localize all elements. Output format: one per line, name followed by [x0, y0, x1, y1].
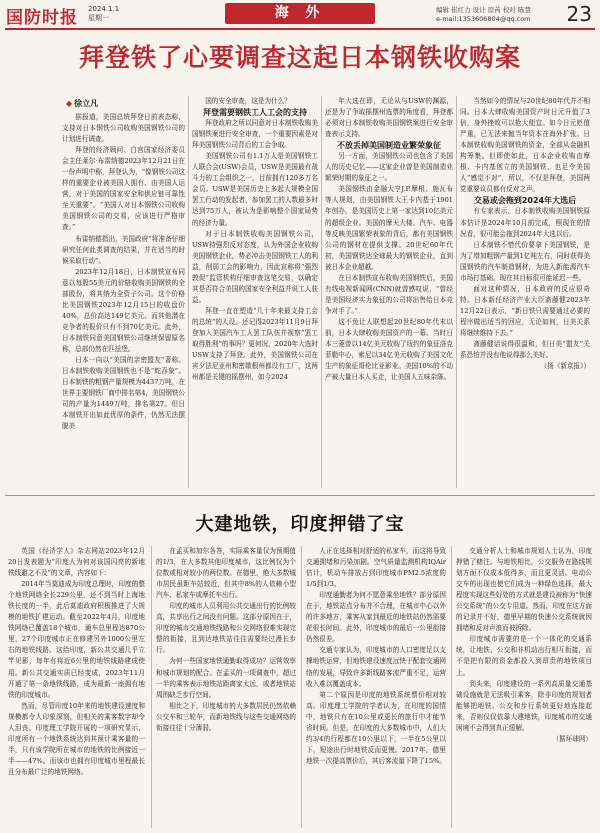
section-title: 海 外: [225, 3, 375, 24]
article1-headline: 拜登铁了心要调查这起日本钢铁收购案: [78, 43, 521, 72]
paragraph: 有专家表示，日本制铁收购美国钢铁原本估计是2024年10月前完成，照现在的情况看，很可能会拖到2024年大选以后。: [460, 207, 590, 238]
header-rule: [5, 28, 595, 30]
column-divider: [451, 546, 452, 828]
paragraph: 2023年12月18日，日本制铁宣布同意以每股55美元的价格收购美国钢铁的全部股份，将其纳为全资子公司。这个价格比美国钢铁2023年12月15日的收盘价40%，总价高达149亿美元。而其他潜在竞争者的报价只有不到70亿美元。此外，日本制铁同意美国钢铁公司继续保留原名称，总部仍然在匹兹堡。: [62, 267, 185, 353]
paragraph: 相比之下，印度城市的大多数居民仍然依赖公交车和三轮车，而新地铁线与这些交通网络的衔接往往十分薄弱。: [156, 701, 296, 732]
article1-source-credit: （扬《新京报》）: [540, 362, 590, 371]
email-text: e-mail:1353606804@qq.com: [436, 15, 531, 23]
article1-column-1: [62, 112, 185, 488]
article1-column-3: [325, 96, 453, 488]
article2-column-1: [8, 546, 145, 828]
editor-credits: [436, 6, 531, 24]
paragraph: 拜登一直在塑造“几十年来最支持工会的总统”的人设。还记得2023年11月9日拜登加入美国汽车工人罢工队伍并视察“罢工取得胜利”的事吗？更何况，2020年大选时USW支持了拜登。此外，美国钢铁公司在宾夕法尼亚州和密歇根州都设有工厂，这两州都是关键的摇摆州，如今2024: [192, 306, 318, 382]
paragraph: 印度城市需要的是一个一体化的交通系统，让地铁、公交和非机动出行相互衔接，而不是把有限的资金都投入到昂贵的地铁项目上。: [456, 635, 592, 677]
article1-subhead-3: 交易或会拖到2024年大选后: [473, 196, 577, 206]
column-divider: [151, 546, 152, 828]
paragraph: 然而，尽管印度10年来的地铁建设速度和规模都令人印象深刻，但相关的乘客数字却令人泪丧。印度理工学院开展的一项研究显示，印度所有一个地铁系统达到其预计乘客量的一半，只有该学院所在城市的地铁的比例接近一半——47%。而该市也拥有印度城市里程最长且分布最广泛的地铁网络。: [8, 701, 145, 776]
paragraph: 2014年当莫迪成为印度总理时，印度的整个地铁网络全长229公里，还不到当时上海地铁长度的一半，此后莫迪政府积极推进了大规模的地铁扩建运动。截至2022年4月，印度地铁网络已覆盖18个城市，通车总里程达870公里，27个印度城市正在修建另外1000公里左右的地铁线路。这给印度，新公共交通几乎立竿见影，每年有将近6公里的地铁线路建成使用。新公共交通实质已经变成，2023年11月开通了第一条地铁线路，成为最新一座拥有地铁的印度城市。: [8, 580, 145, 699]
article-divider: [5, 495, 595, 496]
paragraph: 英国《经济学人》杂志网站2023年12月20日发表题为“印度人为何对该国闪亮的新地铁线避之不及”的文章，内容如下：: [8, 547, 145, 578]
article2-column-3: [306, 546, 446, 828]
article2-column-2: [156, 546, 296, 828]
paragraph: 在孟买和加尔各答，实际乘客量仅为预期值的1/3，在大多数其他印度城市，这比例仅为个位数或相对较小的两位数。在德里，绝大多数城市居民虽距车站较近，但其中8%的人依赖小型汽车、私家车或摩托车出行。: [156, 547, 296, 600]
paragraph: 面对这种情况，日本政府的反应很奇特。日本新任经济产业大臣斋藤健2023年12月22日表示，“新日铁只需要通过必要的程序做出适当的回应，无论如何，日美关系将继续维持下去。”: [460, 284, 590, 337]
byline-author: 徐立凡: [74, 99, 99, 108]
weekday-text: 星期一: [88, 14, 109, 22]
date-text: 2024.1.1: [88, 5, 120, 13]
paragraph: 斋藤健话说得很温和，但日美“盟友”关系恐怕并没有他说得那么美好。: [460, 340, 590, 360]
article2-headline: 大建地铁，印度押错了宝: [195, 514, 405, 535]
paragraph: 到头来，印度建设的一系列高质量交通基础设施就是无法吸引乘客，除非印度的规划者能够把地铁、公交和步行系统更好地连接起来，否则仅仅依靠大建地铁，印度城市的交通困境不会得到真正缓解。: [456, 679, 592, 732]
paragraph: 印度的城市人员利用公共交通出行的比例较高，共享出行之间没有问题。这部分原因在于，印度的城市交通地铁线路和公交网络很难实现完整的衔接，且到达地铁站往往需要经过漫长步行。: [156, 602, 296, 655]
article2-source-credit: （据环球网）: [552, 734, 592, 743]
column-divider: [456, 96, 457, 488]
paragraph: 交通分析人士和城市规划人士认为，印度押错了赌注。与地铁相比，公交服务在路线规划方面不仅成本低得多，而且更灵活。电动公交车的出现也使它们成为一种绿色选择，最大程度实现这些好处的方式就是建设被称为“快速公交系统”的公交专用道。然而，印度在这方面的记录并不好，德里早期的快速公交系统就因拥堵和反对声浪而被拆除。: [456, 547, 592, 633]
article1-subhead-2: 不放丢掉美国制造业繁荣象征: [337, 141, 441, 151]
paragraph: 为何一些国家地铁通勤取得成功？运营效率和城市规划的配合。在孟买的一项调查中，超过一半的乘客表示地铁站距离家太远，或者地铁站周围缺乏步行空间。: [156, 657, 296, 699]
issue-date: [88, 5, 119, 23]
paragraph: 布雷纳德指出，美国政府“将准备仔细研究任何此类调查的结果，并在适当的时候采取行动”。: [62, 234, 185, 265]
editors-text: 编辑 崔红力 设计 原芮 校对 陈慧: [436, 6, 531, 14]
paragraph: 人正在选择相对舒适的私家车，而这将导致交通拥堵和污染加剧。空气质量监测机构IQAir估计，机动车排放占到印度城市PM2.5浓度的1/5到1/3。: [306, 547, 446, 589]
article1-column-2: [192, 96, 318, 488]
paragraph: 拜登政府之所以同意对日本制铁收购美国钢铁案进行安全审查，一个重要因素是对拜美国钢铁公司背后的工会争取。: [192, 119, 318, 150]
article1-byline: [66, 98, 98, 109]
paragraph: 年大选在即，无论从与USW的渊源，还是为了争取摇摆州选票的角度看，拜登都必须对日本制铁收购美国钢铁案进行安全审查表示支持。: [325, 97, 453, 139]
paragraph: 第二个原因是印度的地铁系统票价相对较高。印度理工学院的学者认为，在印度的国情中，地铁只有在10公里或更长的旅行中才能节省时间。但是，在印度的大多数城市中，人们大约3/4的行程都在10公里以下，一半在5公里以下，短途出行时地铁反而更慢。2017年，德里地铁一次提高票价后，其后客流量下降了15%。: [306, 690, 446, 765]
paragraph: 据报道，美国总统拜登日前表态称，支持对日本钢铁公司收购美国钢铁公司的计划进行调查。: [62, 113, 185, 144]
paragraph: 印度通勤者为何不愿意乘坐地铁？部分原因在于，地铁站点分布并不合理，在城市中心以外的许多地方，乘客从家到最近的地铁站仍然需要花很长时间。此外，印度城市的最后一公里衔接仍然很差。: [306, 591, 446, 644]
paragraph: 美国钢铁由金融大亨J.P.摩根、施瓦布等人规划，由美国钢铁大王卡内基于1901年创办，是美国历史上第一家达到10亿美元的超级企业。美国的摩天大楼、汽车、电器等反映美国繁荣表象的背后，都有美国钢铁公司的钢材在提供支撑。20世纪60年代初，美国钢铁达全球最大的钢铁企业，直到被日本企业超越。: [325, 185, 453, 271]
paragraph: 国的安全审查，这是为什么？: [205, 97, 291, 105]
paragraph: 交通专家认为，印度城市的人口密度足以支撑地铁运营，但地铁建设速度远快于配套交通网络的发展，导致许多新线路客流严重不足，运营收入难以覆盖成本。: [306, 646, 446, 688]
paragraph: 对于日本制铁收购美国钢铁公司，USW持强烈反对态度，认为外国企业收购美国钢铁企业，势必冲击美国钢铁工人的利益，削弱工会的影响力，因此宣称将“强烈敦促”监管机构仔细审查这笔交易，以确定其是否符合美国的国家安全利益并说工人获益。: [192, 229, 318, 304]
column-divider: [301, 546, 302, 828]
page-number: 23: [566, 2, 592, 26]
column-divider: [321, 96, 322, 488]
paragraph: 日本制铁不惜代价要拿下美国钢铁，是为了增加粗钢产量到1亿吨左右，同时获得美国钢铁的汽车制造钢材，为进入新能源汽车市场打基础。现在其目标很可能延迟一些。: [460, 240, 590, 282]
paragraph: 拜登的经济顾问、白宫国家经济委员会主任莱尔·布雷纳德2023年12月21日在一份声明中称，拜登认为，“像钢铁公司这样的重要企业被美国人拥有、由美国人运营，对于美国的国家安全和供应链可靠性至关重要”。“美国人对日本钢铁公司收购美国钢铁公司的交易，应该进行严格审查。”: [62, 146, 185, 232]
article1-column-4: [460, 96, 590, 488]
paragraph: 日本一向以“美国的亲密盟友”著称。日本制铁收购美国钢铁也不是“蛇吞象”。日本制铁的粗钢产量规模为4437万吨，在世界主要钢铁厂商中排名第4，美国钢铁公司的产量为1449万吨，排名第27。但日本制铁开出如此优厚的条件，仍然无法摆脱美: [62, 356, 185, 431]
paragraph: 另一方面，美国钢铁公司也包含了美国人的历史记忆——这家企业曾是美国制造业繁荣时期的象征之一。: [325, 152, 453, 183]
byline-marker-icon: ◆: [66, 99, 73, 108]
paragraph: 在日本制铁宣布收购美国钢铁后，美国有线电视新闻网(CNN)就曾感叹说，“曾经是美国经济实力象征的公司将出售给日本竞争对手了。”: [325, 273, 453, 315]
paragraph: 这不免让人联想起20世纪80年代末以前，日本大肆收购美国资产的一幕。当时日本三菱曾以14亿美元收购了纽约的象征洛克菲勒中心，索尼以34亿美元收购了美国文化生产的象征哥伦比亚影业。美国10%的不动产被大量日本人买走，让美国人五味杂陈。: [325, 317, 453, 382]
article1-subhead-1: 拜登需要钢铁工人工会的支持: [203, 108, 307, 118]
paragraph: 美国钢铁公司有1.1万人是美国钢铁工人联合会(USW)会员，USW是美国最有战斗力的工会组织之一，目前拥有120多万名会员。USW是美国历史上多起大规模全国罢工行动的发起者，参加罢工的人数最多时达到75万人，被认为是影响整个国家局势的经济力量。: [192, 152, 318, 227]
column-divider: [188, 96, 189, 488]
newspaper-logo: 国防时报: [6, 8, 78, 28]
article2-column-4: [456, 546, 592, 828]
masthead: [0, 0, 600, 32]
paragraph: 当然如今的情况与20世纪80年代并不相同。日本大肆收购美国资产时日元升值了3倍，身外挫败可以抢大便宜。如今日元贬值严重，已无法来抛当年资本在海外扩张。日本制铁收购美国钢铁的资金，全部从金融机构筹集。但即使如此，日本企业收购由摩根、卡内基创立的美国钢铁，也足令美国人“感觉不对”，所以，不仅是拜登，美国两党重要议员都有反对之声。: [460, 97, 590, 194]
